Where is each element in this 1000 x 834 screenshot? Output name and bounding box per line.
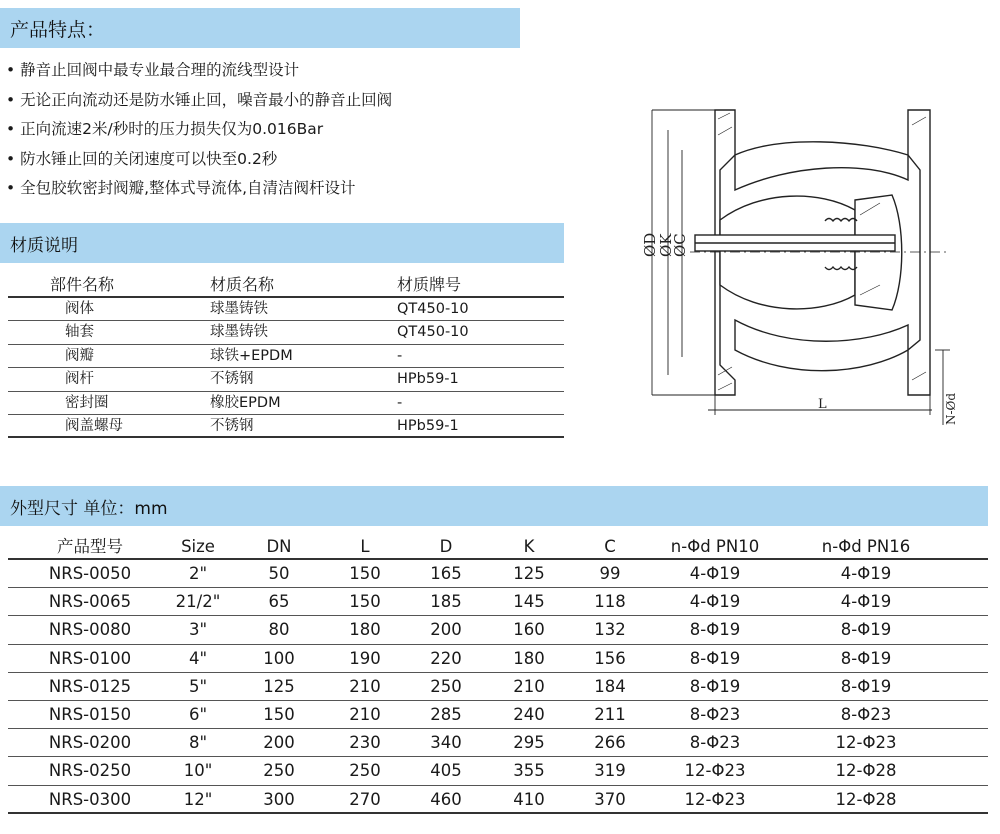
cell-model: NRS-0250 xyxy=(48,761,132,781)
table-row xyxy=(8,415,564,438)
feature-item: • 防水锤止回的关闭速度可以快至0.2秒 xyxy=(6,145,392,175)
cell-bolts-pn10: 12-Φ23 xyxy=(684,789,746,809)
cell-c: 99 xyxy=(599,564,621,583)
material-name: 球墨铸铁 xyxy=(210,301,268,317)
cell-model: NRS-0125 xyxy=(48,676,132,696)
cell-l: 250 xyxy=(349,761,381,781)
cell-size: 10" xyxy=(183,761,213,781)
right-flange xyxy=(908,110,930,395)
cell-size: 2" xyxy=(188,564,208,583)
cell-bolts-pn16: 8-Φ19 xyxy=(840,648,892,668)
cell-bolts-pn10: 4-Φ19 xyxy=(689,564,741,583)
cell-k: 180 xyxy=(513,648,545,668)
cell-l: 150 xyxy=(349,564,381,583)
part-name: 阀杆 xyxy=(65,371,94,388)
cell-size: 12" xyxy=(183,789,213,809)
cell-model: NRS-0100 xyxy=(48,648,132,668)
cell-k: 240 xyxy=(513,704,545,724)
cell-dn: 50 xyxy=(268,564,290,583)
header-bolts-pn10: n-Φd PN10 xyxy=(670,537,760,556)
body-upper-wall xyxy=(735,142,908,190)
cell-c: 211 xyxy=(594,704,626,724)
cell-dn: 250 xyxy=(263,761,295,781)
table-row xyxy=(8,645,988,673)
cell-model: NRS-0065 xyxy=(48,592,132,612)
cell-d: 165 xyxy=(430,564,462,583)
cell-k: 210 xyxy=(513,676,545,696)
material-name: 不锈钢 xyxy=(210,417,254,434)
cell-k: 125 xyxy=(513,564,545,583)
cell-d: 340 xyxy=(430,733,462,753)
cell-bolts-pn10: 12-Φ23 xyxy=(684,761,746,781)
material-name: 不锈钢 xyxy=(210,371,254,388)
part-name: 密封圈 xyxy=(65,394,109,411)
cell-c: 184 xyxy=(594,676,626,696)
cell-c: 266 xyxy=(594,733,626,753)
feature-item: • 静音止回阀中最专业最合理的流线型设计 xyxy=(6,56,392,86)
cell-bolts-pn10: 8-Φ19 xyxy=(689,620,741,640)
cell-d: 460 xyxy=(430,789,462,809)
part-name: 阀瓣 xyxy=(65,347,94,364)
header-l: L xyxy=(360,537,370,556)
cell-dn: 300 xyxy=(263,789,295,809)
header-material-name: 材质名称 xyxy=(210,275,275,294)
material-name: 球墨铸铁 xyxy=(210,324,268,341)
table-row xyxy=(8,588,988,616)
header-bolts-pn16: n-Φd PN16 xyxy=(821,537,911,556)
cell-bolts-pn16: 4-Φ19 xyxy=(840,592,892,612)
table-row xyxy=(8,345,564,368)
label-length: L xyxy=(818,397,827,412)
cell-size: 21/2" xyxy=(175,592,221,612)
cell-model: NRS-0080 xyxy=(48,620,132,640)
cell-d: 285 xyxy=(430,704,462,724)
body-lower-wall xyxy=(735,320,908,371)
header-k: K xyxy=(523,537,535,556)
label-c-dia: ØC xyxy=(671,233,689,257)
header-size: Size xyxy=(181,537,215,556)
header-material-grade: 材质牌号 xyxy=(397,275,462,294)
cell-bolts-pn16: 12-Φ23 xyxy=(835,733,897,753)
cell-dn: 65 xyxy=(268,592,290,612)
cell-d: 185 xyxy=(430,592,462,612)
cell-size: 5" xyxy=(188,676,208,696)
material-grade: - xyxy=(397,394,403,411)
cell-bolts-pn16: 12-Φ28 xyxy=(835,761,897,781)
cell-d: 405 xyxy=(430,761,462,781)
cell-l: 180 xyxy=(349,620,381,640)
cell-k: 160 xyxy=(513,620,545,640)
cell-c: 370 xyxy=(594,789,626,809)
materials-heading: 材质说明 xyxy=(0,223,564,263)
table-row xyxy=(8,392,564,415)
table-row xyxy=(8,786,988,814)
materials-table xyxy=(8,272,564,438)
cell-k: 410 xyxy=(513,789,545,809)
cell-c: 132 xyxy=(594,620,626,640)
table-row xyxy=(8,701,988,729)
cell-bolts-pn16: 8-Φ19 xyxy=(840,620,892,640)
cell-bolts-pn10: 8-Φ23 xyxy=(689,733,741,753)
materials-header-row xyxy=(8,272,564,298)
cell-bolts-pn16: 8-Φ23 xyxy=(840,704,892,724)
cell-c: 156 xyxy=(594,648,626,668)
cell-dn: 150 xyxy=(263,704,295,724)
cell-bolts-pn10: 4-Φ19 xyxy=(689,592,741,612)
cell-l: 230 xyxy=(349,733,381,753)
material-name: 橡胶EPDM xyxy=(210,394,281,411)
part-name: 阀体 xyxy=(65,301,94,317)
material-grade: QT450-10 xyxy=(397,324,469,341)
cell-size: 6" xyxy=(188,704,208,724)
cell-d: 200 xyxy=(430,620,462,640)
cell-model: NRS-0200 xyxy=(48,733,132,753)
material-grade: QT450-10 xyxy=(397,301,469,317)
cell-dn: 200 xyxy=(263,733,295,753)
cell-size: 8" xyxy=(188,733,208,753)
material-name: 球铁+EPDM xyxy=(210,347,293,364)
feature-item: • 无论正向流动还是防水锤止回，噪音最小的静音止回阀 xyxy=(6,86,392,116)
part-name: 阀盖螺母 xyxy=(65,417,123,434)
cell-size: 3" xyxy=(188,620,208,640)
dimensions-header-row xyxy=(8,534,988,560)
label-d-dia: ØD xyxy=(641,232,659,257)
label-bolt-holes: N-Ød xyxy=(944,392,958,425)
table-row xyxy=(8,368,564,391)
cell-dn: 100 xyxy=(263,648,295,668)
table-row xyxy=(8,673,988,701)
cell-l: 270 xyxy=(349,789,381,809)
cell-l: 150 xyxy=(349,592,381,612)
cell-size: 4" xyxy=(188,648,208,668)
header-model: 产品型号 xyxy=(57,537,123,556)
cell-l: 210 xyxy=(349,676,381,696)
cell-k: 145 xyxy=(513,592,545,612)
cell-model: NRS-0300 xyxy=(48,789,132,809)
features-list xyxy=(6,56,392,204)
cell-c: 319 xyxy=(594,761,626,781)
cell-dn: 125 xyxy=(263,676,295,696)
header-dn: DN xyxy=(266,537,292,556)
table-row xyxy=(8,298,564,321)
cell-d: 220 xyxy=(430,648,462,668)
cell-bolts-pn16: 4-Φ19 xyxy=(840,564,892,583)
cell-bolts-pn10: 8-Φ19 xyxy=(689,676,741,696)
cell-bolts-pn10: 8-Φ23 xyxy=(689,704,741,724)
feature-item: • 全包胶软密封阀瓣,整体式导流体,自清洁阀杆设计 xyxy=(6,174,392,204)
feature-item: • 正向流速2米/秒时的压力损失仅为0.016Bar xyxy=(6,115,392,145)
features-heading: 产品特点： xyxy=(0,8,520,48)
cell-model: NRS-0150 xyxy=(48,704,132,724)
cell-bolts-pn16: 12-Φ28 xyxy=(835,789,897,809)
cell-dn: 80 xyxy=(268,620,290,640)
table-row xyxy=(8,757,988,785)
part-name: 轴套 xyxy=(65,324,94,341)
material-grade: - xyxy=(397,347,403,364)
cell-model: NRS-0050 xyxy=(48,564,132,583)
cell-bolts-pn10: 8-Φ19 xyxy=(689,648,741,668)
disc-guide xyxy=(720,196,855,309)
table-row xyxy=(8,616,988,644)
cell-k: 355 xyxy=(513,761,545,781)
cell-l: 190 xyxy=(349,648,381,668)
valve-seat xyxy=(855,195,902,310)
cell-l: 210 xyxy=(349,704,381,724)
dimensions-heading: 外型尺寸 单位：mm xyxy=(0,486,988,526)
cell-k: 295 xyxy=(513,733,545,753)
label-k-dia: ØK xyxy=(657,233,675,257)
valve-drawing xyxy=(630,95,960,430)
cell-bolts-pn16: 8-Φ19 xyxy=(840,676,892,696)
table-row xyxy=(8,729,988,757)
table-row xyxy=(8,560,988,588)
material-grade: HPb59-1 xyxy=(397,417,459,434)
header-c: C xyxy=(604,537,616,556)
header-part-name: 部件名称 xyxy=(50,275,115,294)
header-d: D xyxy=(439,537,453,556)
table-row xyxy=(8,321,564,344)
material-grade: HPb59-1 xyxy=(397,371,459,388)
cell-d: 250 xyxy=(430,676,462,696)
dimensions-table xyxy=(8,534,988,814)
cell-c: 118 xyxy=(594,592,626,612)
